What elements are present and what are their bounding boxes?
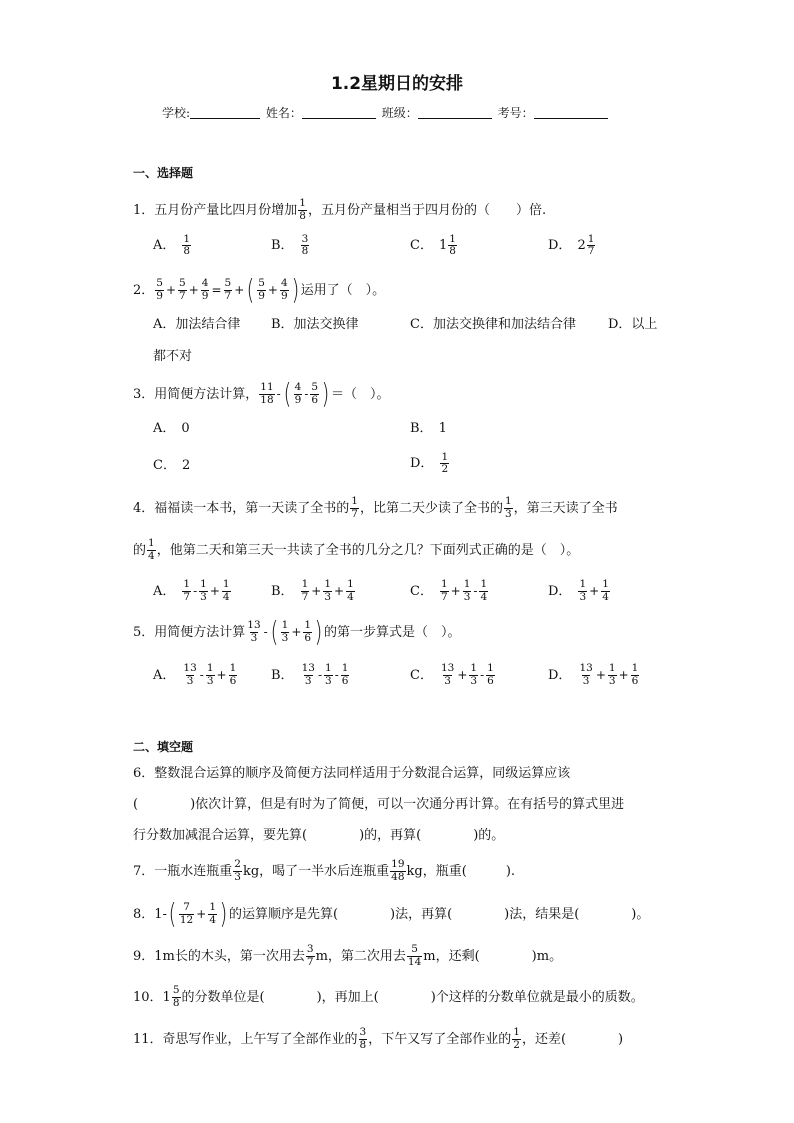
question-9: 9．1m长的木头，第一次用去 $\frac{3}{7}$ m，第二次用去 $\frac{5}{14}$ m，还剩( )m。: [133, 943, 563, 968]
q2-option-b[interactable]: B．加法交换律: [271, 317, 359, 332]
q1-option-b[interactable]: B． $\frac{3}{8}$: [271, 233, 309, 258]
school-field[interactable]: [190, 106, 260, 119]
question-4-line-2: 的 $\frac{1}{4}$ ，他第二天和第三天一共读了全书的几分之几？下面列式正确的是（ ）。: [133, 537, 580, 562]
q2-option-d[interactable]: D．以上: [608, 317, 658, 332]
q2-stem: 运用了（ ）。: [300, 282, 386, 298]
question-1: [133, 198, 546, 222]
q5-option-b[interactable]: B． $\frac{13}{3}$ - $\frac{1}{3}$ - $\frac{1}{6}$: [271, 662, 349, 687]
q4-option-d[interactable]: D． $\frac{1}{3}$ + $\frac{1}{4}$: [548, 578, 609, 603]
question-6-line-1: 6．整数混合运算的顺序及简便方法同样适用于分数混合运算，同级运算应该: [133, 766, 571, 781]
q1-option-d[interactable]: D． 2 $\frac{1}{7}$: [548, 233, 595, 258]
q4-option-b[interactable]: B． $\frac{1}{7}$ + $\frac{1}{3}$ + $\frac{1}{4}$: [271, 578, 354, 603]
q5-option-d[interactable]: D． $\frac{13}{3}$ + $\frac{1}{3}$ + $\frac{1}{6}$: [548, 662, 639, 687]
q1-option-a[interactable]: A． $\frac{1}{8}$: [153, 233, 191, 258]
section-fill-heading: 二、填空题: [133, 740, 194, 754]
question-4: 4．福福读一本书，第一天读了全书的 $\frac{1}{7}$ ，比第二天少读了全书的 $\frac{1}{3}$ ，第三天读了全书: [133, 495, 618, 520]
q2-option-d-continued: 都不对: [153, 349, 193, 364]
name-field[interactable]: [302, 106, 376, 119]
name-label: 姓名：: [265, 106, 302, 120]
q4-option-c[interactable]: C． $\frac{1}{7}$ + $\frac{1}{3}$ - $\frac{1}{4}$: [410, 578, 488, 603]
question-7: 7．一瓶水连瓶重 $\frac{2}{3}$ kg，喝了一半水后连瓶重 $\frac{19}{48}$ kg，瓶重( ).: [133, 858, 516, 883]
question-10: 10．1 $\frac{5}{8}$ 的分数单位是( )，再加上( )个这样的分数单位就是最小的质数。: [133, 984, 644, 1009]
question-2: 2． $\frac{5}{9}$ + $\frac{5}{7}$ + $\frac{4}{9}$ = $\frac{5}{7}$ + ( $\frac{5}{9}$ + $\frac{4}{9}$ ) 运用了（ ）。: [133, 273, 386, 306]
q1-stem: 1．五月份产量比四月份增加: [133, 202, 298, 218]
section-choice-heading: 一、选择题: [133, 166, 194, 180]
question-3: 3．用简便方法计算， $\frac{11}{18}$ - ( $\frac{4}{9}$ - $\frac{5}{6}$ ) ＝（ ）。: [133, 377, 390, 410]
question-6-line-2: ( )依次计算，但是有时为了简便，可以一次通分再计算。在有括号的算式里进: [133, 797, 625, 812]
question-11: 11．奇思写作业，上午写了全部作业的 $\frac{3}{8}$ ，下午又写了全部作业的 $\frac{1}{2}$ ，还差( ): [133, 1026, 624, 1051]
question-6-line-3: 行分数加减混合运算，要先算( )的，再算( )的。: [133, 828, 505, 843]
exam-no-field[interactable]: [534, 106, 608, 119]
q4-option-a[interactable]: A． $\frac{1}{7}$ - $\frac{1}{3}$ + $\frac{1}{4}$: [153, 578, 230, 603]
q1-stem-end: ，五月份产量相当于四月份的（ ）倍.: [307, 202, 547, 218]
class-field[interactable]: [418, 106, 492, 119]
question-8: 8．1- ( $\frac{7}{12}$ + $\frac{1}{4}$ ) 的运算顺序是先算( )法，再算( )法，结果是( )。: [133, 897, 650, 930]
q2-option-a[interactable]: A．加法结合律: [153, 317, 241, 332]
page-title: 1.2星期日的安排: [330, 74, 464, 94]
q1-option-c[interactable]: C． 1 $\frac{1}{8}$: [410, 233, 456, 258]
q3-option-a[interactable]: A． 0: [153, 421, 190, 436]
q5-option-a[interactable]: A． $\frac{13}{3}$ - $\frac{1}{3}$ + $\frac{1}{6}$: [153, 662, 237, 687]
q2-option-c[interactable]: C．加法交换律和加法结合律: [410, 317, 576, 332]
q3-option-d[interactable]: D． $\frac{1}{2}$: [410, 451, 449, 476]
student-info-line: [162, 106, 610, 119]
question-5: 5．用简便方法计算 $\frac{13}{3}$ - ( $\frac{1}{3}$ + $\frac{1}{6}$ ) 的第一步算式是（ ）。: [133, 615, 461, 648]
q3-option-b[interactable]: B． 1: [410, 421, 447, 436]
exam-no-label: 考号：: [497, 106, 534, 120]
q5-option-c[interactable]: C． $\frac{13}{3}$ + $\frac{1}{3}$ - $\frac{1}{6}$: [410, 662, 494, 687]
q3-option-c[interactable]: C． 2: [153, 458, 191, 473]
class-label: 班级：: [381, 106, 418, 120]
school-label: 学校:: [162, 106, 191, 120]
q1-fraction: $\frac{1}{8}$: [299, 197, 306, 222]
